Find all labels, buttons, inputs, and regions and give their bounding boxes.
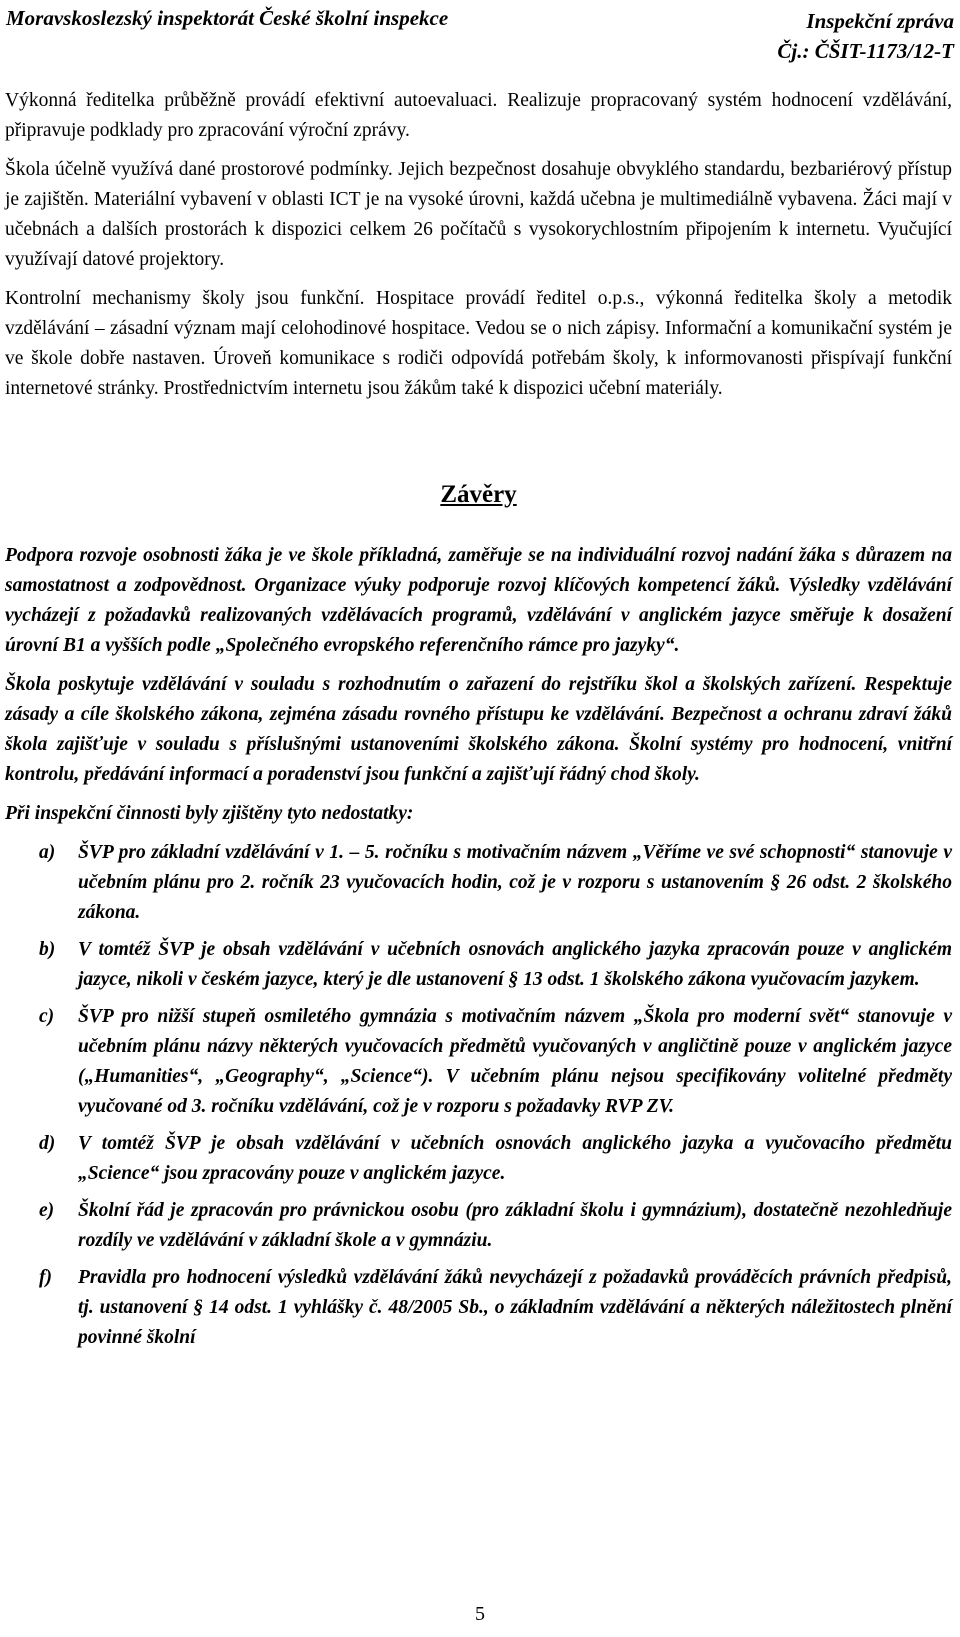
paragraph-autoevaluation: Výkonná ředitelka průběžně provádí efektivní autoevaluaci. Realizuje propracovaný systém hodnocení vzdělávání, připravuje podklady pro zpracování výroční zprávy. xyxy=(5,90,952,141)
paragraph-facilities: Škola účelně využívá dané prostorové podmínky. Jejich bezpečnost dosahuje obvyklého standardu, bezbariérový přístup je zajištěn. Materiální vybavení v oblasti ICT je na vysoké úrovni, každá učebna je multimediálně vybavena. Žáci mají v učebnách a dalších prostorách k dispozici celkem 26 počítačů s vysokorychlostním připojením k internetu. Vyučující využívají datové projektory. xyxy=(5,159,952,270)
list-marker: d) xyxy=(39,1133,56,1154)
list-marker: c) xyxy=(39,1006,55,1027)
reference-number: Čj.: ČŠIT-1173/12-T xyxy=(777,39,954,63)
list-item: a) ŠVP pro základní vzdělávání v 1. – 5. ročníku s motivačním názvem „Věříme ve své schopnosti“ stanovuje v učebním plánu pro 2. ročník 23 vyučovacích hodin, což je v rozporu s ustanovením § 26 odst. 2 školského zákona. xyxy=(5,838,952,928)
document-body xyxy=(5,86,952,1353)
list-item: f) Pravidla pro hodnocení výsledků vzdělávání žáků nevycházejí z požadavků prováděcích právních předpisů, tj. ustanovení § 14 odst. 1 vyhlášky č. 48/2005 Sb., o základním vzdělávání a některých náležitostech plnění povinné školní xyxy=(5,1263,952,1353)
section-title: Závěry xyxy=(440,481,517,508)
deficiencies-list xyxy=(5,838,952,1353)
report-title: Inspekční zpráva xyxy=(806,9,954,33)
list-marker: b) xyxy=(39,939,56,960)
list-item: e) Školní řád je zpracován pro právnickou osobu (pro základní školu i gymnázium), dostatečně nezohledňuje rozdíly ve vzdělávání v základní škole a v gymnáziu. xyxy=(5,1196,952,1256)
list-item: c) ŠVP pro nižší stupeň osmiletého gymnázia s motivačním názvem „Škola pro moderní svět“ stanovuje v učebním plánu názvy některých vyučovacích předmětů vyučovaných v angličtině pouze v anglickém jazyce („Humanities“, „Geography“, „Science“). V učebním plánu nejsou specifikovány volitelné předměty vyučované od 3. ročníku vzdělávání, což je v rozporu s požadavky RVP ZV. xyxy=(5,1002,952,1122)
paragraph-control: Kontrolní mechanismy školy jsou funkční. Hospitace provádí ředitel o.p.s., výkonná ředitelka školy a metodik vzdělávání – zásadní význam mají celohodinové hospitace. Vedou se o nich zápisy. Informační a komunikační systém je ve škole dobře nastaven. Úroveň komunikace s rodiči odpovídá potřebám školy, k informovanosti přispívají funkční internetové stránky. Prostřednictvím internetu jsou žákům také k dispozici učební materiály. xyxy=(5,288,952,399)
list-item: b) V tomtéž ŠVP je obsah vzdělávání v učebních osnovách anglického jazyka zpracován pouze v anglickém jazyce, nikoli v českém jazyce, který je dle ustanovení § 13 odst. 1 školského zákona vyučovacím jazykem. xyxy=(5,935,952,995)
conclusion-paragraph-2: Škola poskytuje vzdělávání v souladu s rozhodnutím o zařazení do rejstříku škol a školských zařízení. Respektuje zásady a cíle školského zákona, zejména zásadu rovného přístupu ke vzdělávání. Bezpečnost a ochranu zdraví žáků škola zajišťuje v souladu s příslušnými ustanoveními školského zákona. Školní systémy pro hodnocení, vnitřní kontrolu, předávání informací a poradenství jsou funkční a zajišťují řádný chod školy. xyxy=(5,674,952,785)
list-marker: e) xyxy=(39,1200,55,1221)
conclusion-paragraph-1: Podpora rozvoje osobnosti žáka je ve škole příkladná, zaměřuje se na individuální rozvoj nadání žáka s důrazem na samostatnost a zodpovědnost. Organizace výuky podporuje rozvoj klíčových kompetencí žáků. Výsledky vzdělávání vycházejí z požadavků realizovaných vzdělávacích programů, vzdělávání v anglickém jazyce směřuje k dosažení úrovní B1 a vyšších podle „Společného evropského referenčního rámce pro jazyky“. xyxy=(5,545,952,656)
header-right xyxy=(777,6,954,66)
deficiencies-intro: Při inspekční činnosti byly zjištěny tyto nedostatky: xyxy=(5,803,414,824)
list-marker: f) xyxy=(39,1267,52,1288)
list-item: d) V tomtéž ŠVP je obsah vzdělávání v učebních osnovách anglického jazyka a vyučovacího předmětu „Science“ jsou zpracovány pouze v anglickém jazyce. xyxy=(5,1129,952,1189)
list-marker: a) xyxy=(39,842,56,863)
page-number: 5 xyxy=(475,1603,485,1625)
header-left: Moravskoslezský inspektorát České školní inspekce xyxy=(6,6,449,30)
